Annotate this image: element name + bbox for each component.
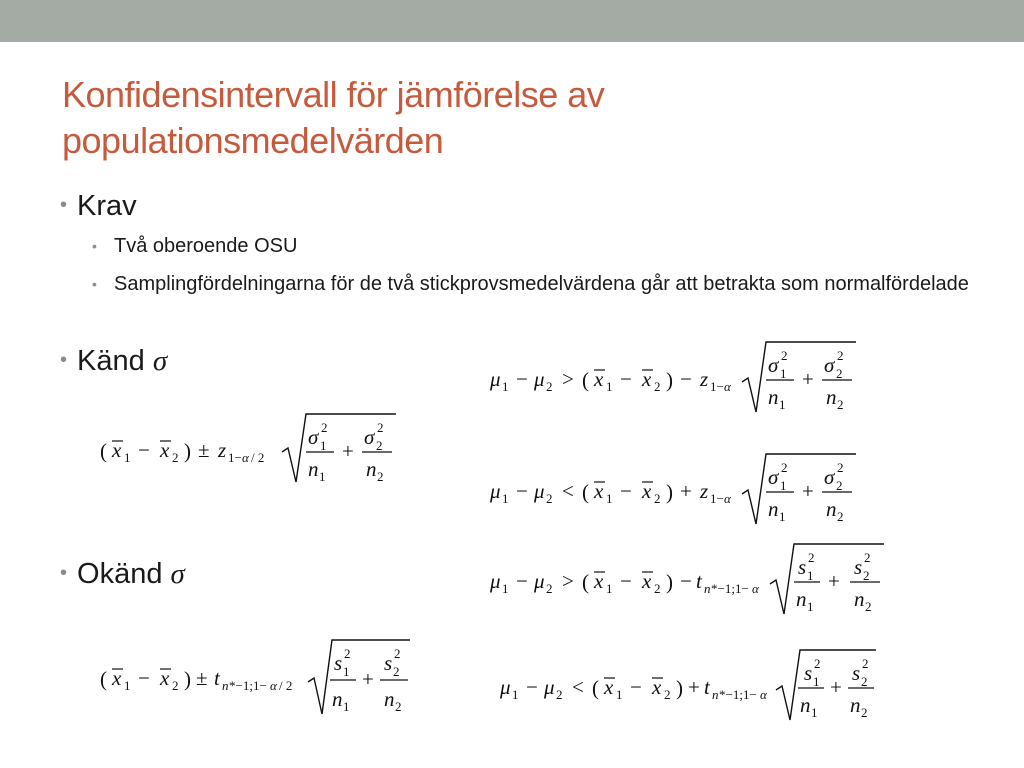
svg-text:2: 2 (376, 438, 383, 453)
svg-text:t: t (696, 569, 702, 593)
svg-text:1: 1 (807, 599, 814, 614)
svg-text:n: n (332, 687, 343, 711)
svg-text:2: 2 (836, 478, 843, 493)
svg-text:−: − (516, 569, 528, 593)
svg-text:t: t (214, 666, 220, 690)
svg-text:+: + (342, 439, 354, 463)
svg-text:*−1;1−: *−1;1− (711, 581, 749, 596)
bullet-krav-label: Krav (77, 190, 137, 222)
svg-text:α: α (270, 678, 277, 693)
svg-text:x: x (652, 675, 662, 699)
svg-text:n: n (826, 385, 837, 409)
svg-text:σ: σ (824, 465, 835, 489)
svg-text:>: > (562, 569, 574, 593)
svg-text:2: 2 (654, 491, 661, 506)
svg-text:1: 1 (320, 438, 327, 453)
svg-text:1: 1 (502, 379, 509, 394)
svg-text:2: 2 (393, 664, 400, 679)
top-bar (0, 0, 1024, 42)
formula-two-sided-known (100, 410, 410, 495)
svg-text:x: x (112, 438, 122, 462)
svg-text:μ: μ (534, 479, 545, 503)
svg-text:2: 2 (172, 678, 179, 693)
svg-text:2: 2 (546, 491, 553, 506)
bullet-kand (60, 345, 167, 378)
svg-text:2: 2 (654, 379, 661, 394)
svg-text:±: ± (198, 438, 210, 462)
svg-text:2: 2 (394, 646, 401, 661)
svg-text:2: 2 (546, 379, 553, 394)
svg-text:−: − (620, 479, 632, 503)
svg-text:2: 2 (861, 674, 868, 689)
svg-text:σ: σ (824, 353, 835, 377)
svg-text:n: n (704, 581, 711, 596)
svg-text:1−: 1− (710, 379, 724, 394)
svg-text:/ 2: / 2 (251, 450, 265, 465)
svg-text:μ: μ (544, 675, 555, 699)
svg-text:±: ± (196, 666, 208, 690)
sub-bullet-normal-text: Samplingfördelningarna för de två stickprovsmedelvärdena går att betrakta som normalfördelade (114, 273, 969, 295)
sub-bullet-dot-icon: • (92, 276, 97, 292)
svg-text:2: 2 (172, 450, 179, 465)
svg-text:−: − (630, 675, 642, 699)
svg-text:α: α (242, 450, 249, 465)
svg-text:n: n (768, 497, 779, 521)
svg-text:): ) (184, 439, 191, 463)
svg-text:(: ( (582, 480, 589, 504)
svg-text:*−1;1−: *−1;1− (719, 687, 757, 702)
svg-text:1: 1 (780, 366, 787, 381)
slide-title (62, 72, 962, 164)
svg-text:n: n (712, 687, 719, 702)
svg-text:x: x (594, 479, 604, 503)
svg-text:z: z (700, 367, 709, 391)
svg-text:1−: 1− (710, 491, 724, 506)
svg-text:): ) (184, 667, 191, 691)
svg-text:−: − (138, 666, 150, 690)
svg-text:(: ( (582, 570, 589, 594)
svg-text:2: 2 (837, 397, 844, 412)
svg-text:σ: σ (768, 353, 779, 377)
svg-text:α: α (752, 581, 759, 596)
svg-text:1: 1 (813, 674, 820, 689)
svg-text:n: n (308, 457, 319, 481)
svg-text:x: x (594, 569, 604, 593)
svg-text:2: 2 (781, 460, 788, 475)
svg-text:2: 2 (344, 646, 351, 661)
svg-text:2: 2 (865, 599, 872, 614)
svg-text:−: − (620, 569, 632, 593)
svg-text:2: 2 (837, 460, 844, 475)
svg-text:2: 2 (862, 656, 869, 671)
svg-text:2: 2 (546, 581, 553, 596)
svg-text:x: x (642, 367, 652, 391)
svg-text:+: + (828, 569, 840, 593)
svg-text:1: 1 (124, 450, 131, 465)
svg-text:+: + (802, 367, 814, 391)
svg-text:n: n (222, 678, 229, 693)
svg-text:μ: μ (534, 569, 545, 593)
svg-text:x: x (642, 569, 652, 593)
svg-text:μ: μ (490, 569, 501, 593)
svg-text:s: s (334, 651, 343, 675)
svg-text:1: 1 (606, 581, 613, 596)
svg-text:(: ( (582, 368, 589, 392)
svg-text:−: − (138, 438, 150, 462)
svg-text:σ: σ (768, 465, 779, 489)
svg-text:1: 1 (502, 491, 509, 506)
svg-text:(: ( (100, 439, 107, 463)
svg-text:−: − (620, 367, 632, 391)
formula-upper-known (490, 450, 860, 535)
formula-lower-known (490, 338, 860, 423)
svg-text:n: n (384, 687, 395, 711)
formula-two-sided-unknown (100, 636, 420, 725)
svg-text:s: s (852, 661, 861, 685)
svg-text:n: n (850, 693, 861, 717)
sub-bullet-osu-text: Två oberoende OSU (114, 235, 298, 257)
svg-text:x: x (594, 367, 604, 391)
svg-text:x: x (160, 666, 170, 690)
svg-text:−: − (526, 675, 538, 699)
svg-text:1: 1 (779, 397, 786, 412)
bullet-kand-label: Känd (77, 345, 145, 377)
svg-text:s: s (384, 651, 393, 675)
svg-text:>: > (562, 367, 574, 391)
svg-text:2: 2 (377, 420, 384, 435)
svg-text:1: 1 (616, 687, 623, 702)
bullet-dot-icon: • (60, 194, 68, 216)
svg-text:α: α (724, 379, 731, 394)
formula-lower-unknown (490, 540, 890, 625)
svg-text:μ: μ (490, 367, 501, 391)
svg-text:1: 1 (807, 568, 814, 583)
bullet-okand-label: Okänd (77, 558, 163, 590)
svg-text:z: z (218, 438, 227, 462)
svg-text:x: x (642, 479, 652, 503)
svg-text:x: x (160, 438, 170, 462)
svg-text:−: − (680, 569, 692, 593)
svg-text:2: 2 (654, 581, 661, 596)
svg-text:x: x (604, 675, 614, 699)
svg-text:2: 2 (556, 687, 563, 702)
svg-text:s: s (804, 661, 813, 685)
svg-text:μ: μ (500, 675, 511, 699)
svg-text:−: − (516, 479, 528, 503)
formula-upper-unknown (500, 646, 900, 731)
svg-text:t: t (704, 675, 710, 699)
svg-text:α: α (760, 687, 767, 702)
svg-text:2: 2 (861, 705, 868, 720)
svg-text:α: α (724, 491, 731, 506)
svg-text:(: ( (100, 667, 107, 691)
svg-text:2: 2 (781, 348, 788, 363)
svg-text:n: n (854, 587, 865, 611)
svg-text:z: z (700, 479, 709, 503)
svg-text:+: + (688, 675, 700, 699)
svg-text:): ) (666, 368, 673, 392)
svg-text:n: n (796, 587, 807, 611)
svg-text:1: 1 (343, 699, 350, 714)
svg-text:2: 2 (837, 509, 844, 524)
svg-text:): ) (676, 676, 683, 700)
title-line-2: populationsmedelvärden (62, 120, 444, 161)
svg-text:(: ( (592, 676, 599, 700)
svg-text:2: 2 (836, 366, 843, 381)
svg-text:+: + (362, 667, 374, 691)
svg-text:): ) (666, 570, 673, 594)
svg-text:1−: 1− (228, 450, 242, 465)
svg-text:2: 2 (377, 469, 384, 484)
svg-text:1: 1 (606, 491, 613, 506)
svg-text:n: n (768, 385, 779, 409)
svg-text:): ) (666, 480, 673, 504)
bullet-dot-icon: • (60, 562, 68, 584)
svg-text:μ: μ (534, 367, 545, 391)
svg-text:+: + (680, 479, 692, 503)
svg-text:s: s (798, 555, 807, 579)
bullet-okand (60, 558, 185, 591)
svg-text:2: 2 (664, 687, 671, 702)
svg-text:−: − (516, 367, 528, 391)
svg-text:2: 2 (864, 550, 871, 565)
bullet-krav (60, 190, 137, 223)
svg-text:x: x (112, 666, 122, 690)
svg-text:1: 1 (779, 509, 786, 524)
svg-text:/ 2: / 2 (279, 678, 293, 693)
svg-text:−: − (680, 367, 692, 391)
svg-text:1: 1 (780, 478, 787, 493)
svg-text:1: 1 (124, 678, 131, 693)
sub-bullet-dot-icon: • (92, 238, 97, 254)
bullet-dot-icon: • (60, 349, 68, 371)
svg-text:2: 2 (395, 699, 402, 714)
svg-text:+: + (830, 675, 842, 699)
svg-text:<: < (572, 675, 584, 699)
svg-text:n: n (366, 457, 377, 481)
svg-text:1: 1 (606, 379, 613, 394)
svg-text:μ: μ (490, 479, 501, 503)
svg-text:2: 2 (863, 568, 870, 583)
svg-text:2: 2 (808, 550, 815, 565)
sub-bullet-osu (92, 230, 974, 262)
svg-text:1: 1 (512, 687, 519, 702)
svg-text:n: n (826, 497, 837, 521)
svg-text:1: 1 (811, 705, 818, 720)
svg-text:σ: σ (308, 425, 319, 449)
svg-text:n: n (800, 693, 811, 717)
svg-text:s: s (854, 555, 863, 579)
title-line-1: Konfidensintervall för jämförelse av (62, 74, 605, 115)
svg-text:1: 1 (343, 664, 350, 679)
sigma-symbol: σ (152, 345, 168, 377)
svg-text:*−1;1−: *−1;1− (229, 678, 267, 693)
svg-text:1: 1 (502, 581, 509, 596)
svg-text:2: 2 (321, 420, 328, 435)
svg-text:σ: σ (364, 425, 375, 449)
sub-bullet-normal (92, 268, 984, 300)
svg-text:+: + (802, 479, 814, 503)
svg-text:1: 1 (319, 469, 326, 484)
sigma-symbol: σ (170, 558, 185, 590)
svg-text:2: 2 (837, 348, 844, 363)
svg-text:<: < (562, 479, 574, 503)
svg-text:2: 2 (814, 656, 821, 671)
